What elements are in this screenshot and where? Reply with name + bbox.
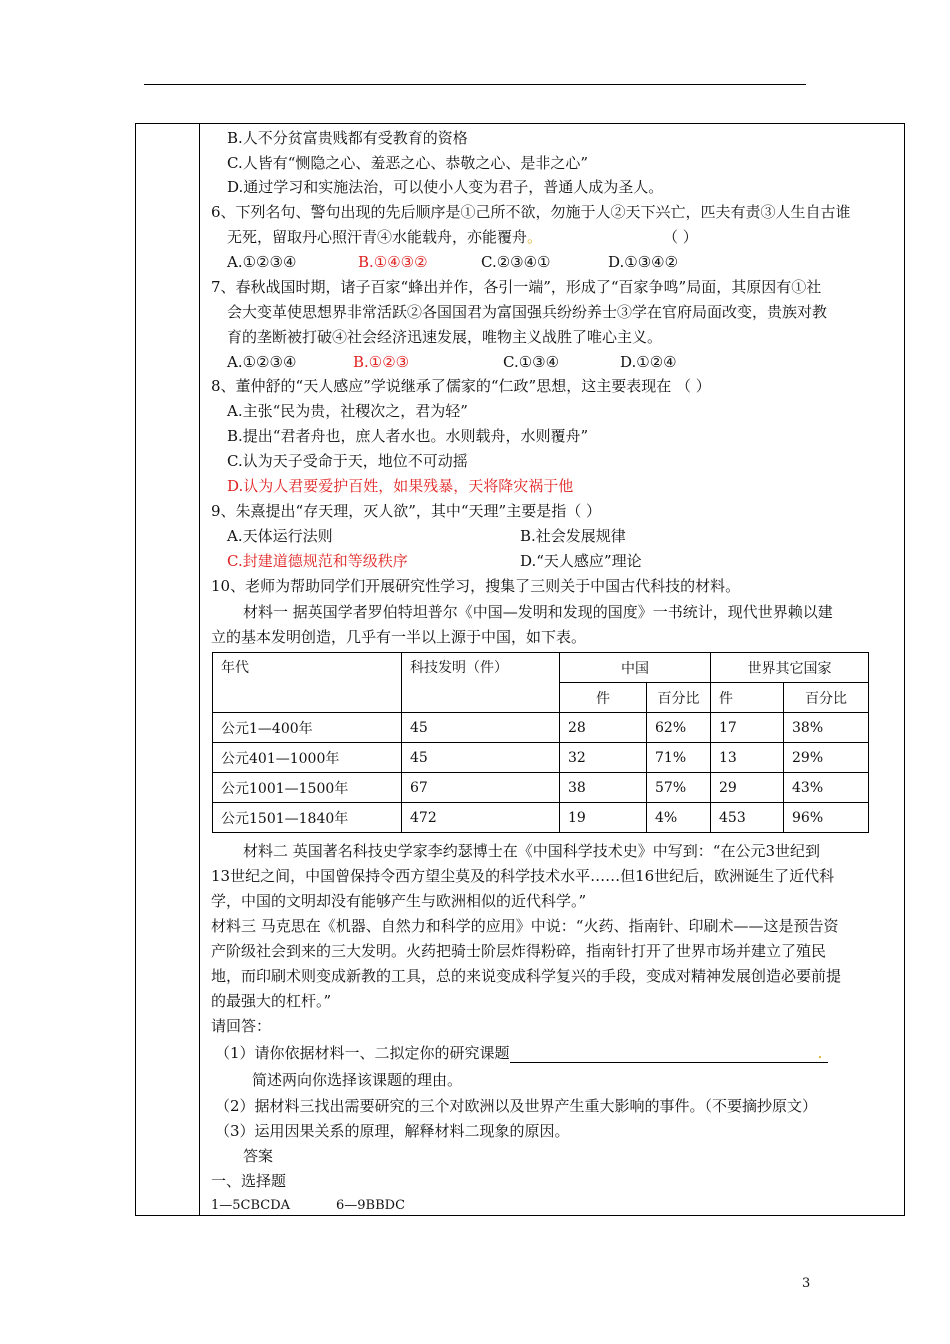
answers-6-9: 6—9BBDC [336, 1198, 406, 1213]
table-row [213, 743, 869, 773]
material-2-line-2: 13世纪之间，中国曾保持令西方望尘莫及的科学技术水平……但16世纪后，欧洲诞生了近代科 [211, 867, 835, 885]
section-choice: 一、选择题 [211, 1172, 287, 1190]
header-china-pct: 百分比 [647, 683, 711, 713]
cell-china-count: 28 [560, 713, 647, 743]
q6-stem-2-text: 无死，留取丹心照汗青④水能载舟，亦能覆舟 [227, 228, 528, 246]
sub-question-1-text: （1）请你依据材料一、二拟定你的研究课题 [215, 1044, 510, 1062]
q9-option-b: B.社会发展规律 [520, 527, 626, 545]
q6-dot: 。 [527, 228, 543, 246]
q8-option-d: D.认为人君要爱护百姓，如果残暴，天将降灾祸于他 [227, 477, 574, 495]
q9-stem: 9、朱熹提出“存天理，灭人欲”，其中“天理”主要是指（ ） [211, 502, 601, 520]
answers-1-5: 1—5CBCDA [211, 1198, 291, 1213]
q9-option-d: D.“天人感应”理论 [520, 552, 642, 570]
header-rule [144, 84, 806, 85]
cell-china-count: 38 [560, 773, 647, 803]
material-1-line-2: 立的基本发明创造，几乎有一半以上源于中国，如下表。 [211, 628, 587, 646]
q10-stem: 10、老师为帮助同学们开展研究性学习，搜集了三则关于中国古代科技的材料。 [211, 577, 741, 595]
cell-total: 472 [402, 803, 560, 833]
blank-dot: . [817, 1044, 823, 1062]
material-3-line-1: 材料三 马克思在《机器、自然力和科学的应用》中说：“火药、指南针、印刷术——这是预告资 [211, 917, 839, 935]
cell-total: 45 [402, 743, 560, 773]
sub-question-2: （2）据材料三找出需要研究的三个对欧洲以及世界产生重大影响的事件。（不要摘抄原文） [215, 1097, 818, 1115]
cell-total: 45 [402, 713, 560, 743]
q8-option-a: A.主张“民为贵，社稷次之，君为轻” [227, 402, 468, 420]
header-world-pct: 百分比 [784, 683, 869, 713]
cell-era: 公元1—400年 [213, 713, 402, 743]
cell-era: 公元401—1000年 [213, 743, 402, 773]
q6-option-c: C.②③④① [481, 253, 551, 271]
cell-china-pct: 71% [647, 743, 711, 773]
q6-option-d: D.①③④② [608, 253, 679, 271]
q9-option-a: A.天体运行法则 [227, 527, 333, 545]
cell-world-count: 453 [711, 803, 784, 833]
q9-option-c: C.封建道德规范和等级秩序 [227, 552, 408, 570]
q7-option-c: C.①③④ [503, 353, 560, 371]
q6-option-a: A.①②③④ [227, 253, 297, 271]
header-total: 科技发明（件） [402, 653, 560, 713]
q8-option-c: C.认为天子受命于天，地位不可动摇 [227, 452, 468, 470]
q6-paren: （ ） [663, 228, 698, 246]
column-divider [199, 124, 200, 1215]
q6-stem-1: 6、下列名句、警句出现的先后顺序是①己所不欲，勿施于人②天下兴亡，匹夫有责③人生自古谁 [211, 203, 851, 221]
cell-total: 67 [402, 773, 560, 803]
cell-china-pct: 4% [647, 803, 711, 833]
material-2-line-1: 材料二 英国著名科技史学家李约瑟博士在《中国科学技术史》中写到：“在公元3世纪到 [243, 842, 820, 860]
header-era: 年代 [213, 653, 402, 713]
header-world-count: 件 [711, 683, 784, 713]
cell-world-pct: 29% [784, 743, 869, 773]
header-china-count: 件 [560, 683, 647, 713]
sub-question-1-reason: 简述两向你选择该课题的理由。 [252, 1071, 463, 1089]
q8-option-b: B.提出“君者舟也，庶人者水也。水则载舟，水则覆舟” [227, 427, 589, 445]
q7-option-a: A.①②③④ [227, 353, 297, 371]
table-row [213, 713, 869, 743]
header-china: 中国 [560, 653, 711, 683]
material-2-line-3: 学，中国的文明却没有能够产生与欧洲相似的近代科学。” [211, 892, 587, 910]
cell-china-pct: 57% [647, 773, 711, 803]
q5-option-d: D.通过学习和实施法治，可以使小人变为君子，普通人成为圣人。 [227, 178, 664, 196]
answer-heading: 答案 [243, 1147, 274, 1165]
cell-world-count: 13 [711, 743, 784, 773]
q7-stem-3: 育的垄断被打破④社会经济迅速发展，唯物主义战胜了唯心主义。 [227, 328, 663, 346]
cell-world-count: 17 [711, 713, 784, 743]
q7-stem-2: 会大变革使思想界非常活跃②各国国君为富国强兵纷纷养士③学在官府局面改变，贵族对教 [227, 303, 828, 321]
cell-china-count: 32 [560, 743, 647, 773]
cell-china-count: 19 [560, 803, 647, 833]
please-answer: 请回答： [211, 1017, 272, 1035]
page-number: 3 [802, 1276, 811, 1291]
cell-world-pct: 96% [784, 803, 869, 833]
q8-stem: 8、董仲舒的“天人感应”学说继承了儒家的“仁政”思想，这主要表现在 （ ） [211, 377, 711, 395]
cell-era: 公元1501—1840年 [213, 803, 402, 833]
q7-stem-1: 7、春秋战国时期，诸子百家“蜂出并作，各引一端”，形成了“百家争鸣”局面，其原因有①社 [211, 278, 822, 296]
cell-world-pct: 43% [784, 773, 869, 803]
table-row [213, 773, 869, 803]
q6-stem-2 [227, 227, 542, 247]
q5-option-c: C.人皆有“恻隐之心、羞恶之心、恭敬之心、是非之心” [227, 154, 589, 172]
q7-option-d: D.①②④ [620, 353, 677, 371]
material-3-line-3: 地，而印刷术则变成新教的工具，总的来说变成科学复兴的手段，变成对精神发展创造必要前提 [211, 967, 842, 985]
invention-table [212, 652, 869, 833]
sub-question-3: （3）运用因果关系的原理，解释材料二现象的原因。 [215, 1122, 570, 1140]
q5-option-b: B.人不分贫富贵贱都有受教育的资格 [227, 129, 468, 147]
cell-era: 公元1001—1500年 [213, 773, 402, 803]
header-world: 世界其它国家 [711, 653, 869, 683]
material-3-line-2: 产阶级社会到来的三大发明。火药把骑士阶层炸得粉碎，指南针打开了世界市场并建立了殖民 [211, 942, 827, 960]
answer-blank [510, 1047, 828, 1063]
cell-world-pct: 38% [784, 713, 869, 743]
cell-china-pct: 62% [647, 713, 711, 743]
q6-option-b: B.①④③② [358, 253, 428, 271]
material-1-line-1: 材料一 据英国学者罗伯特坦普尔《中国—发明和发现的国度》一书统计，现代世界赖以建 [243, 603, 833, 621]
cell-world-count: 29 [711, 773, 784, 803]
material-3-line-4: 的最强大的杠杆。” [211, 992, 332, 1010]
q7-option-b: B.①②③ [353, 353, 410, 371]
sub-question-1 [215, 1043, 822, 1063]
table-row [213, 803, 869, 833]
table-header-row [213, 653, 869, 683]
